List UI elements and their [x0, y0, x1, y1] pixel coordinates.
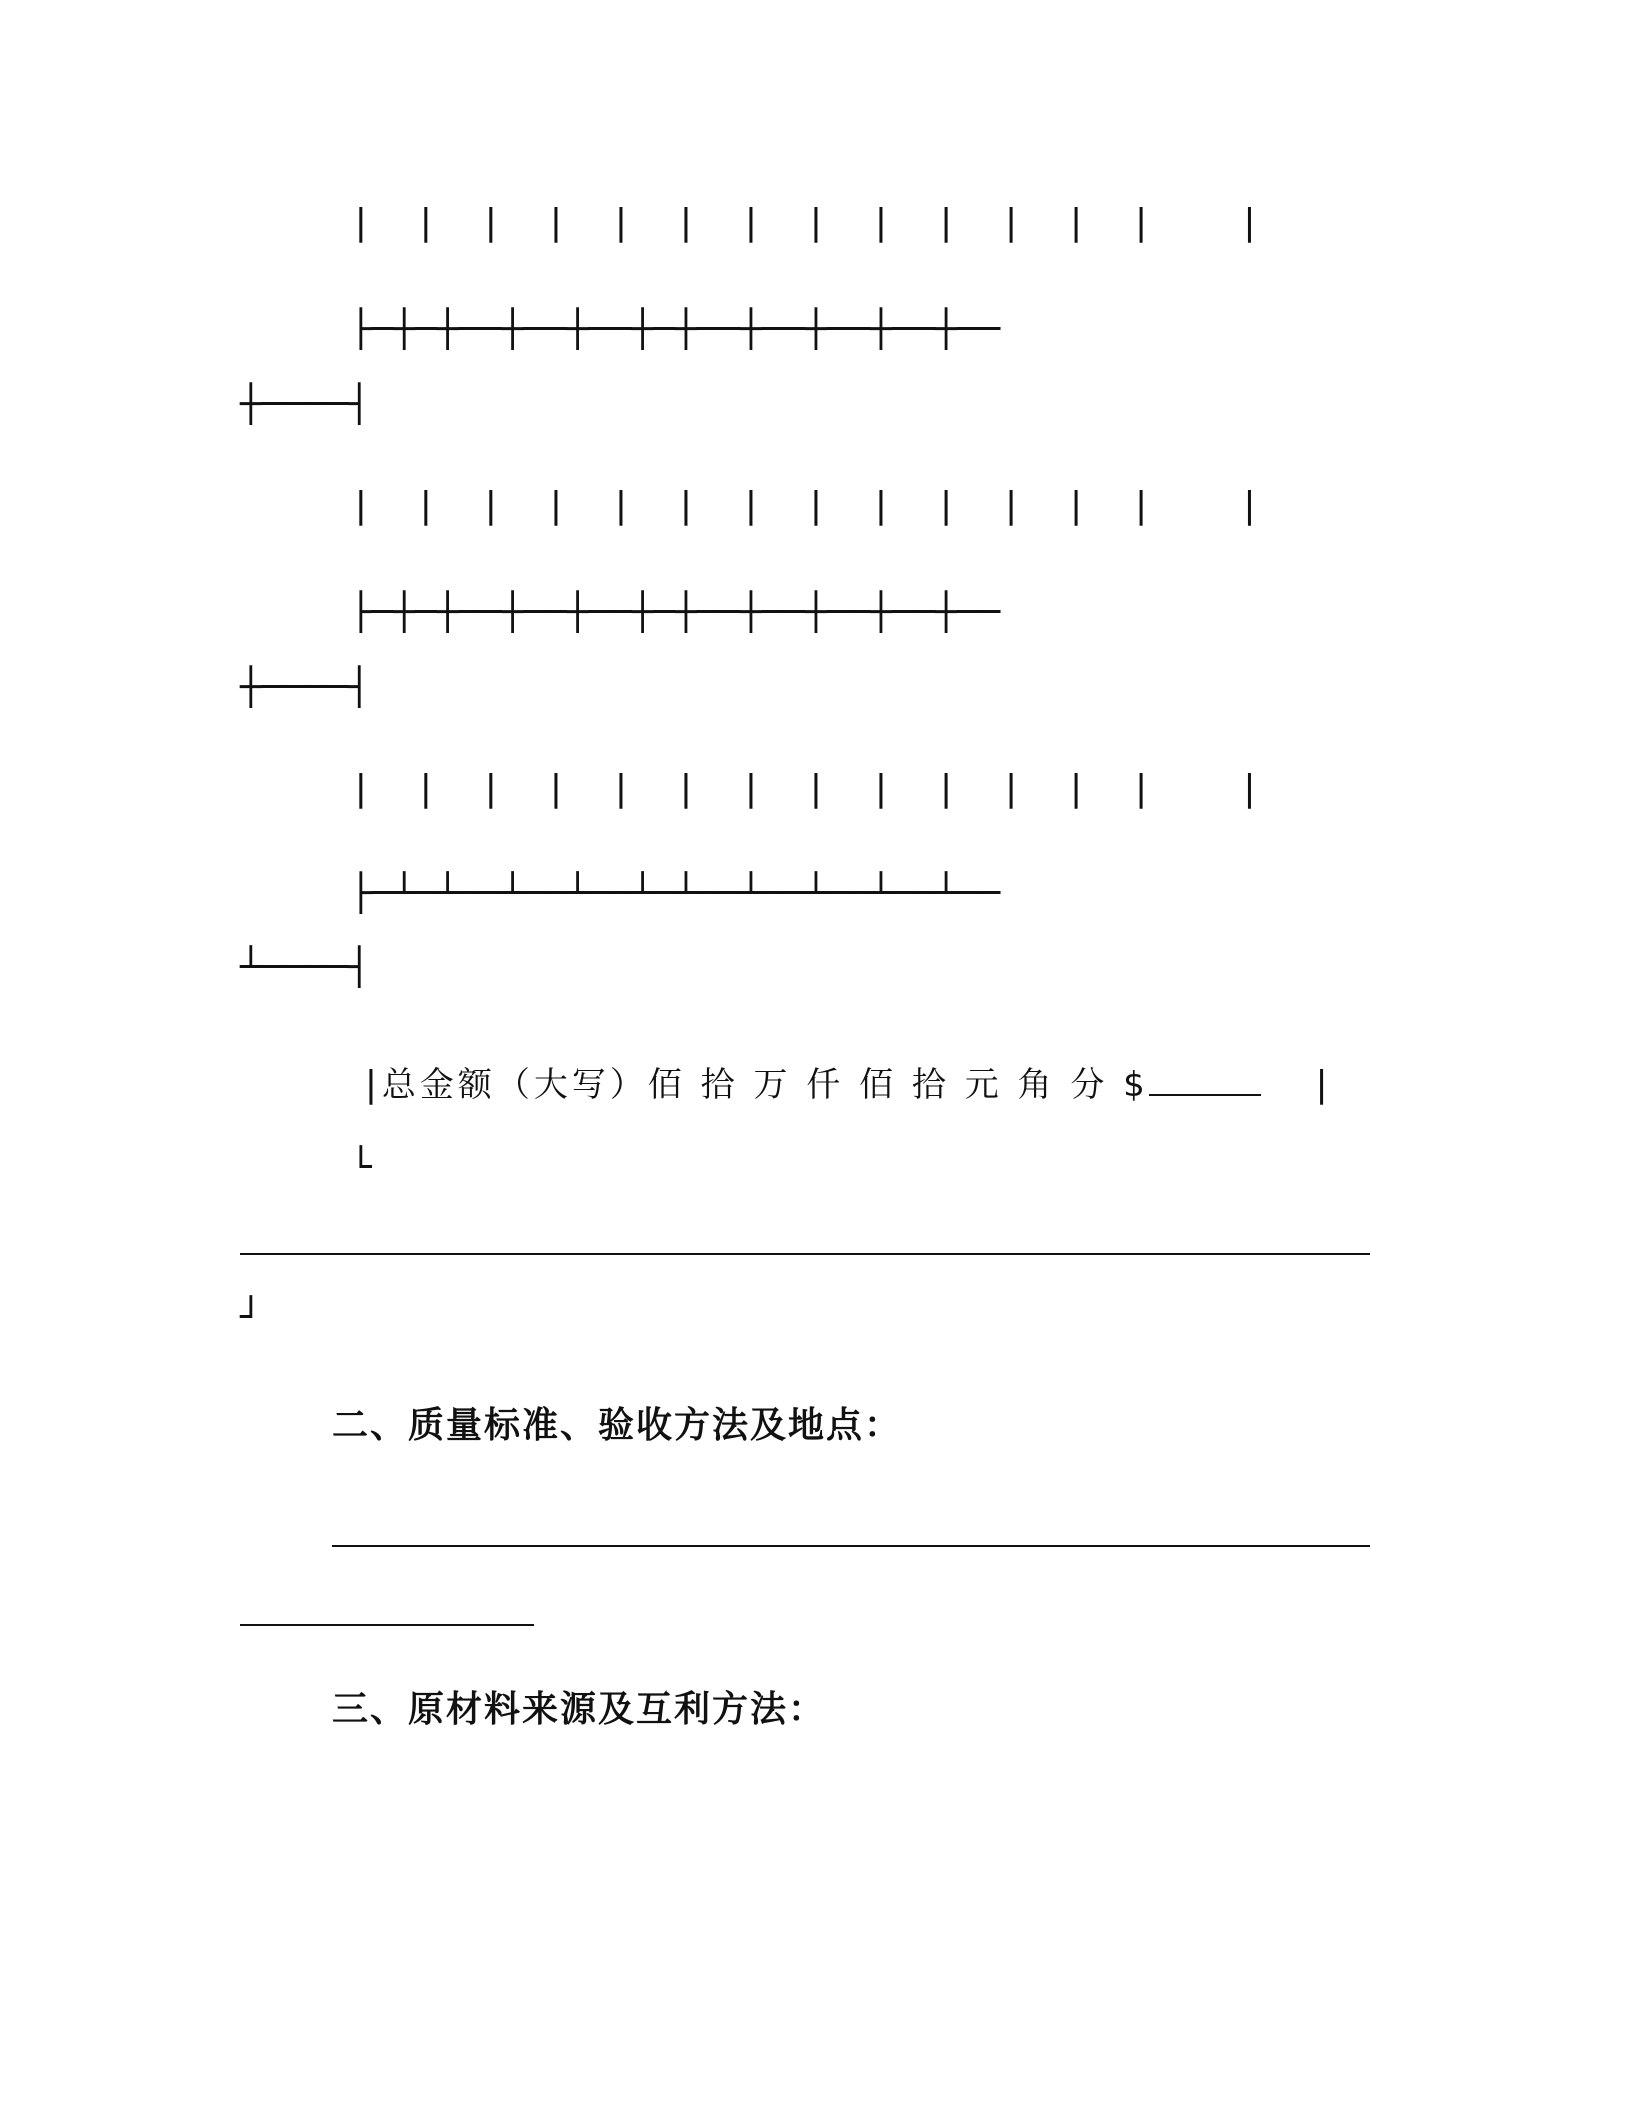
- section-2-heading: 二、质量标准、验收方法及地点：: [332, 1405, 903, 1446]
- table-row-line-2: | | | | | | | | | | | | | |: [350, 485, 1261, 526]
- table-row-line-1: | | | | | | | | | | | | | |: [350, 202, 1261, 243]
- table-separator-line-3a: ├─┴─┴──┴──┴──┴─┴──┴──┴──┴──┴──: [350, 873, 1001, 914]
- table-separator-line-3b: ┴────┤: [240, 947, 371, 988]
- table-separator-line-2b: ┼────┤: [240, 667, 371, 708]
- section-2-fill-line-2[interactable]: [240, 1624, 534, 1626]
- total-amount-row: [350, 1050, 1332, 1103]
- table-bottom-left-corner: └: [350, 1147, 372, 1188]
- total-amount-blank[interactable]: [1149, 1066, 1261, 1096]
- section-2-fill-line-1[interactable]: [332, 1545, 1370, 1547]
- total-row-close-border: |: [1310, 1064, 1333, 1105]
- total-row-open-border: |: [360, 1064, 382, 1105]
- total-amount-units: 佰 拾 万 仟 佰 拾 元 角 分 $: [647, 1065, 1149, 1105]
- section-3-heading: 三、原材料来源及互利方法：: [332, 1689, 827, 1730]
- total-amount-label: 总金额（大写）: [381, 1065, 648, 1105]
- table-bottom-rule: [240, 1253, 1370, 1255]
- table-bottom-right-corner: ┘: [240, 1297, 262, 1338]
- table-separator-line-1b: ┼────┤: [240, 384, 371, 425]
- table-row-line-3: | | | | | | | | | | | | | |: [350, 768, 1261, 809]
- table-separator-line-2a: ├─┼─┼──┼──┼──┼─┼──┼──┼──┼──┼──: [350, 592, 1001, 633]
- table-separator-line-1a: ├─┼─┼──┼──┼──┼─┼──┼──┼──┼──┼──: [350, 309, 1001, 350]
